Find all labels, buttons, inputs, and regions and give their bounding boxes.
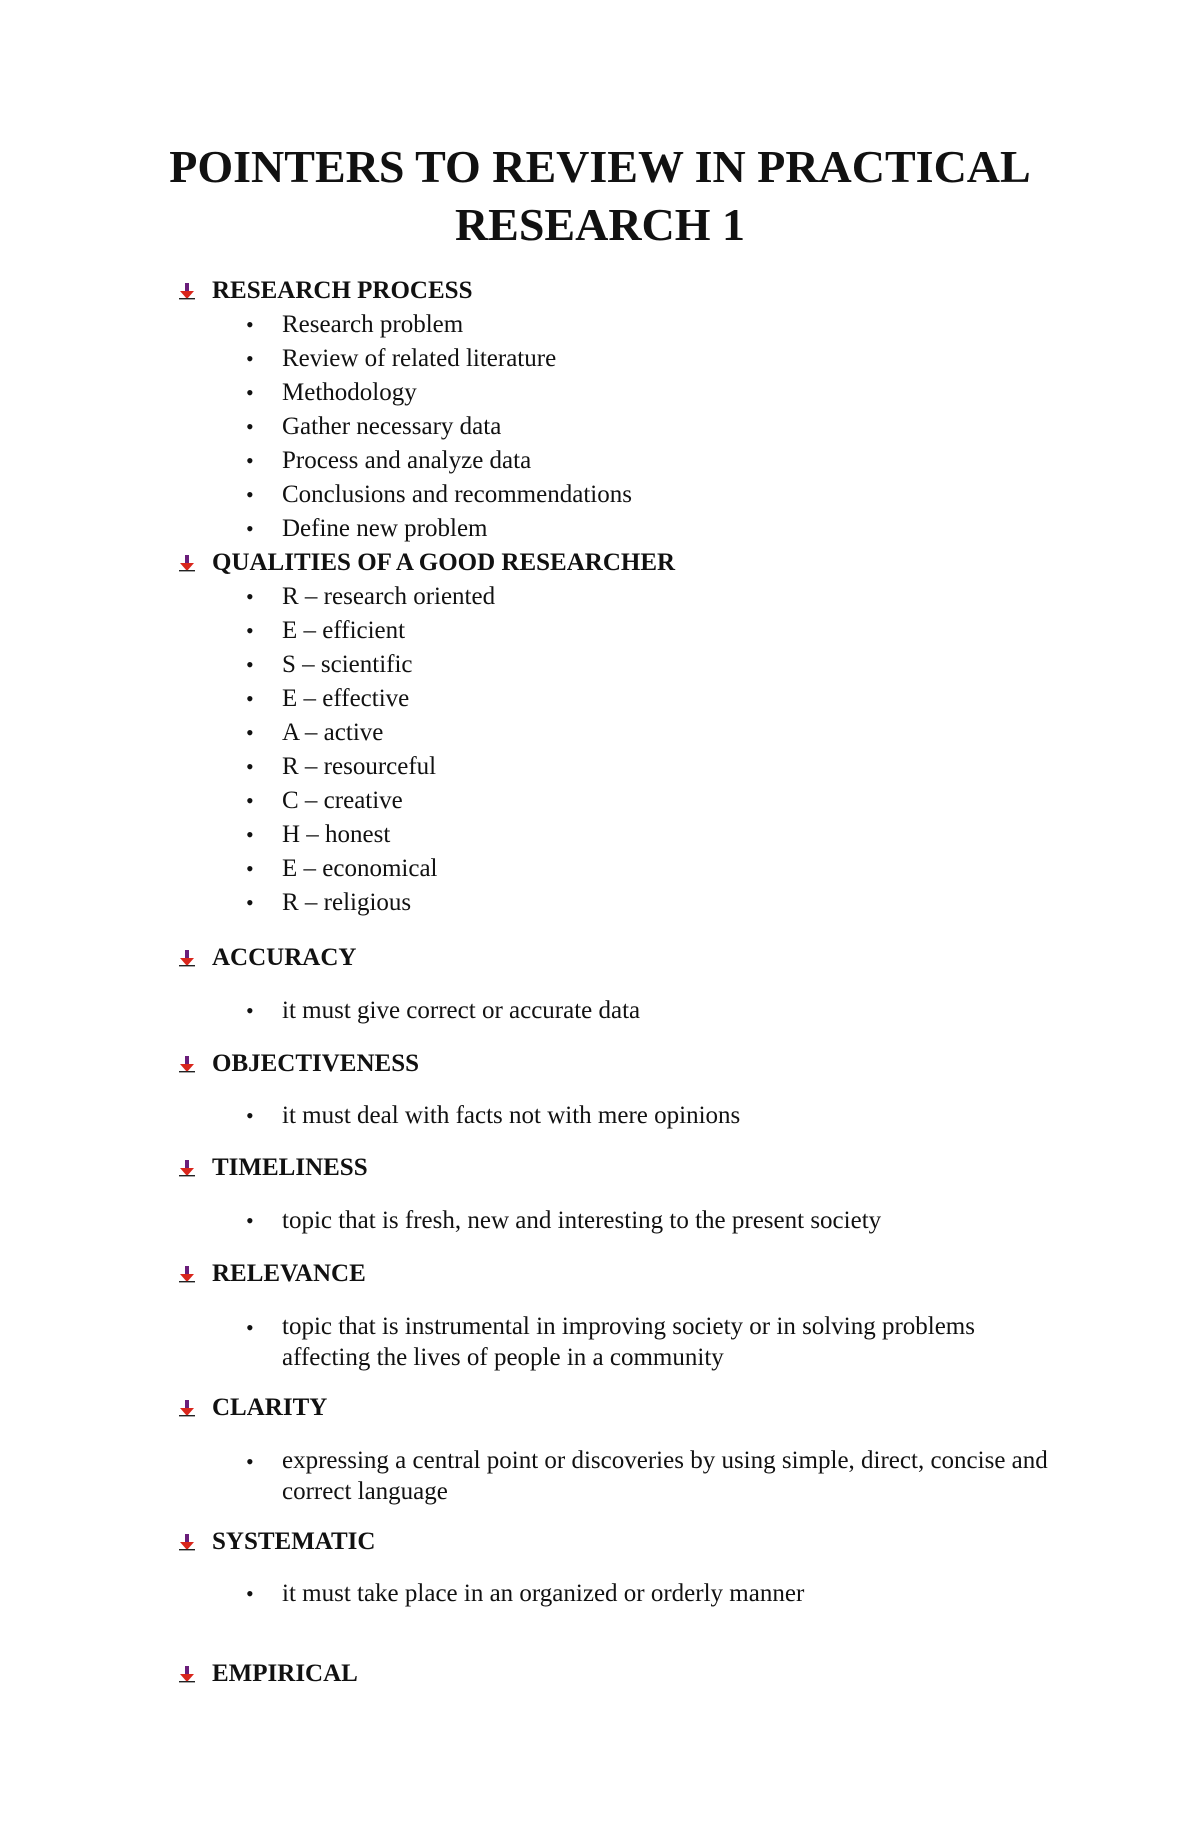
bullet-icon: • <box>246 618 254 643</box>
section-heading-objectiveness <box>178 1048 419 1080</box>
bullet-icon: • <box>246 652 254 677</box>
down-arrow-icon <box>178 1533 196 1551</box>
list-item <box>246 580 495 614</box>
page-title <box>100 138 1100 254</box>
list-item <box>246 886 411 920</box>
list-item-text: Methodology <box>282 379 417 406</box>
list-item <box>246 614 405 648</box>
list-item <box>246 784 403 818</box>
list-item-text: topic that is instrumental in improving society or in solving problems affecting the lives of people in a community <box>282 1313 975 1371</box>
bullet-icon: • <box>246 346 254 371</box>
list-item-text: R – research oriented <box>282 583 496 610</box>
list-item <box>246 852 438 886</box>
list-item-text: it must give correct or accurate data <box>282 997 641 1024</box>
title-line-1: POINTERS TO REVIEW IN PRACTICAL <box>169 141 1031 192</box>
section-heading-text: RESEARCH PROCESS <box>212 277 473 304</box>
section-heading-research-process <box>178 275 472 307</box>
down-arrow-icon <box>178 554 196 572</box>
list-item-text: Gather necessary data <box>282 413 502 440</box>
list-item-text: E – efficient <box>282 617 406 644</box>
list-item <box>246 410 501 444</box>
section-heading-text: RELEVANCE <box>212 1260 366 1287</box>
list-item <box>246 682 409 716</box>
list-item-text: it must deal with facts not with mere opinions <box>282 1102 741 1129</box>
bullet-icon: • <box>246 1581 254 1606</box>
bullet-icon: • <box>246 720 254 745</box>
list-item-text: topic that is fresh, new and interesting to the present society <box>282 1207 882 1234</box>
bullet-icon: • <box>246 856 254 881</box>
list-item <box>246 994 640 1028</box>
list-item <box>246 342 556 376</box>
list-item-text: R – religious <box>282 889 412 916</box>
list-item-text: E – economical <box>282 855 438 882</box>
down-arrow-icon <box>178 1265 196 1283</box>
section-heading-text: OBJECTIVENESS <box>212 1050 420 1077</box>
section-heading-accuracy <box>178 942 356 974</box>
list-item-text: Define new problem <box>282 515 488 542</box>
section-heading-qualities <box>178 547 675 579</box>
list-item-text: S – scientific <box>282 651 413 678</box>
list-item-text: Research problem <box>282 311 464 338</box>
section-heading-clarity <box>178 1392 327 1424</box>
section-heading-systematic <box>178 1526 375 1558</box>
list-item-text: Process and analyze data <box>282 447 532 474</box>
bullet-icon: • <box>246 1315 254 1340</box>
list-item-text: H – honest <box>282 821 391 848</box>
bullet-icon: • <box>246 822 254 847</box>
list-item-text: it must take place in an organized or orderly manner <box>282 1580 805 1607</box>
down-arrow-icon <box>178 1055 196 1073</box>
section-heading-text: TIMELINESS <box>212 1154 368 1181</box>
down-arrow-icon <box>178 1665 196 1683</box>
section-heading-empirical <box>178 1658 358 1690</box>
list-item <box>246 1577 804 1611</box>
section-heading-text: SYSTEMATIC <box>212 1528 376 1555</box>
bullet-icon: • <box>246 754 254 779</box>
list-item <box>246 444 531 478</box>
bullet-icon: • <box>246 312 254 337</box>
list-item-text: expressing a central point or discoveries by using simple, direct, concise and correct language <box>282 1447 1048 1505</box>
bullet-icon: • <box>246 482 254 507</box>
bullet-icon: • <box>246 788 254 813</box>
list-item-text: Conclusions and recommendations <box>282 481 632 508</box>
list-item <box>246 512 487 546</box>
list-item <box>246 716 383 750</box>
section-heading-timeliness <box>178 1152 368 1184</box>
bullet-icon: • <box>246 414 254 439</box>
list-item-text: R – resourceful <box>282 753 437 780</box>
bullet-icon: • <box>246 890 254 915</box>
list-item-text: Review of related literature <box>282 345 557 372</box>
list-item <box>246 648 413 682</box>
list-item <box>246 1311 1062 1373</box>
list-item <box>246 1204 881 1238</box>
bullet-icon: • <box>246 584 254 609</box>
section-heading-text: QUALITIES OF A GOOD RESEARCHER <box>212 549 676 576</box>
down-arrow-icon <box>178 949 196 967</box>
list-item-text: C – creative <box>282 787 403 814</box>
bullet-icon: • <box>246 686 254 711</box>
list-item <box>246 750 436 784</box>
down-arrow-icon <box>178 1159 196 1177</box>
down-arrow-icon <box>178 1399 196 1417</box>
down-arrow-icon <box>178 282 196 300</box>
section-heading-text: ACCURACY <box>212 944 357 971</box>
bullet-icon: • <box>246 516 254 541</box>
bullet-icon: • <box>246 380 254 405</box>
list-item-text: E – effective <box>282 685 410 712</box>
list-item <box>246 1445 1062 1507</box>
section-heading-relevance <box>178 1258 366 1290</box>
bullet-icon: • <box>246 1449 254 1474</box>
bullet-icon: • <box>246 1208 254 1233</box>
list-item <box>246 818 390 852</box>
list-item <box>246 1099 740 1133</box>
section-heading-text: EMPIRICAL <box>212 1660 358 1687</box>
list-item <box>246 308 463 342</box>
title-line-2: RESEARCH 1 <box>454 199 746 250</box>
bullet-icon: • <box>246 448 254 473</box>
section-heading-text: CLARITY <box>212 1394 328 1421</box>
list-item <box>246 478 632 512</box>
list-item-text: A – active <box>282 719 384 746</box>
list-item <box>246 376 417 410</box>
bullet-icon: • <box>246 998 254 1023</box>
bullet-icon: • <box>246 1103 254 1128</box>
